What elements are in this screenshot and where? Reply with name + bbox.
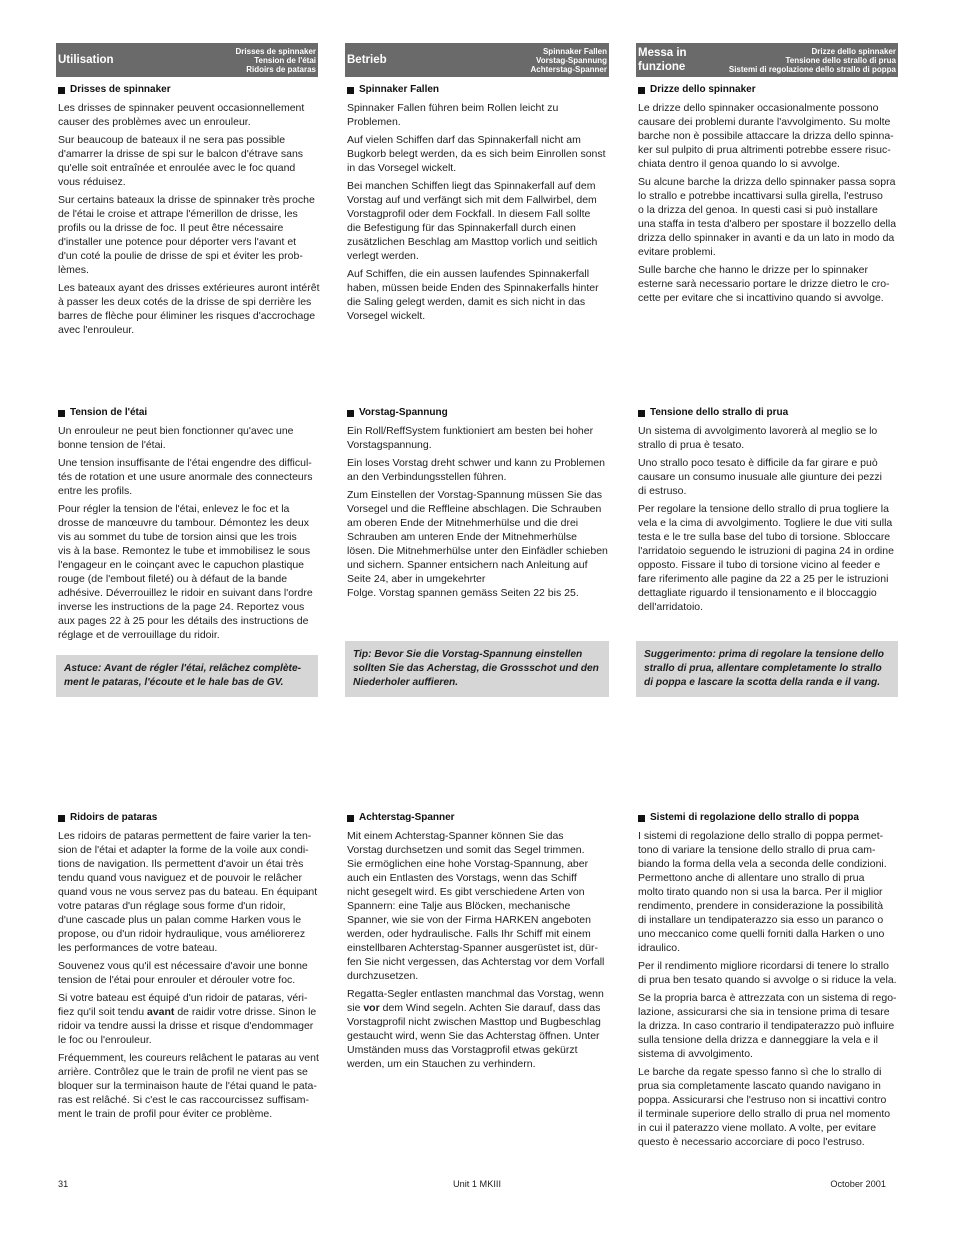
- header-topic: Drisses de spinnaker: [235, 46, 316, 56]
- heading-text: Ridoirs de pataras: [70, 812, 158, 823]
- tip-box: Tip: Bevor Sie die Vorstag-Spannung einstellen sollten Sie das Acherstag, die Grossschot und den Niederholer auffieren.: [345, 641, 609, 697]
- body-paragraph: Spinnaker Fallen führen beim Rollen leicht zu Problemen.: [347, 102, 559, 128]
- body-paragraph: Un sistema di avvolgimento lavorerà al meglio se lo strallo di prua è tesato.: [638, 425, 878, 451]
- body-text: Regatta-Segler entlasten manchmal das Vorstag, wenn sie: [347, 988, 604, 1014]
- body-paragraph: Su alcune barche la drizza dello spinnaker passa sopra lo strallo e potrebbe incattivarsi sulla girella, l'estruso o la drizza del genoa. In questi casi si può installare una staffa in testa d'albero per spostare il bozzello della drizza dello spinnaker in avanti e da un lato in modo da evitare problemi.: [638, 176, 897, 258]
- header-topic: Achterstag-Spanner: [530, 64, 607, 74]
- bold-text: avant: [146, 1006, 175, 1018]
- body-paragraph: Per il rendimento migliore ricordarsi di tenere lo strallo di prua ben tesato quando si avvolge o si riduce la vela.: [638, 960, 897, 986]
- body-paragraph: Les ridoirs de pataras permettent de faire varier la ten- sion de l'étai et adapter la forme de la voile aux condi- tions de navigation. Ils permettent d'avoir un étai très tendu quand vous naviguez et de pouvoir le relâcher quand vous ne vous servez pas du bateau. En équipant votre pataras d'un réglage sous forme d'un ridoir, d'une cascade plus un palan comme Harken vous le propose, ou d'un ridoir hydraulique, vous améliorerez les performances de votre bateau.: [58, 830, 318, 954]
- column-french: [56, 406, 318, 697]
- column-italian: [636, 811, 898, 1153]
- body-paragraph: Bei manchen Schiffen liegt das Spinnakerfall auf dem Vorstag auf und verfängt sich mit dem Fallwirbel, dem Vorstagprofil oder dem Fockfall. In diesem Fall sollte die Befestigung für das Spinnakerfall durch einen zusätzlichen Beschlag am Masttop vorlich und seitlich verlegt werden.: [347, 180, 598, 262]
- page-number: 31: [58, 1179, 69, 1189]
- header-topic: Drizze dello spinnaker: [811, 46, 896, 56]
- heading-text: Spinnaker Fallen: [359, 84, 440, 95]
- body-paragraph: Un enrouleur ne peut bien fonctionner qu'avec une bonne tension de l'étai.: [58, 425, 294, 451]
- header-topics: [729, 47, 896, 74]
- body-paragraph: Les bateaux ayant des drisses extérieures auront intérêt à passer les deux cotés de la drisse de spi derrière les barres de flèche pour éliminer les risques d'accrochage avec l'enrouleur.: [58, 282, 320, 336]
- header-topic: Spinnaker Fallen: [542, 46, 607, 56]
- body-paragraph: [345, 987, 609, 1071]
- body-paragraph: Fréquemment, les coureurs relâchent le pataras au vent arrière. Contrôlez que le train de profil ne vient pas se bloquer sur la terminaison haute de l'étai quand le pata- ras est relâché. Si c'est le cas raccourcissez suffisam- ment le train de profil pour éviter ce problème.: [58, 1052, 319, 1120]
- body-paragraph: Auf vielen Schiffen darf das Spinnakerfall nicht am Bugkorb belegt werden, da es sich beim Einrollen sonst in das Vorsegel wickelt.: [347, 134, 606, 174]
- heading-text: Tensione dello strallo di prua: [650, 407, 789, 418]
- bullet-square-icon: [638, 815, 645, 822]
- body-paragraph: Les drisses de spinnaker peuvent occasionnellement causer des problèmes avec un enrouleur.: [58, 102, 305, 128]
- heading-text: Drizze dello spinnaker: [650, 84, 756, 95]
- header-bar-messa-in-funzione: [636, 43, 898, 77]
- section-heading: [345, 811, 609, 825]
- body-paragraph: I sistemi di regolazione dello strallo di poppa permet- tono di variare la tensione dello strallo di prua cam- biando la forma della vela a seconda delle condizioni. Permettono anche di allentare uno strallo di prua molto tirato quando non si usa la barca. Per il miglior rendimento, prendere in considerazione la possibilità di installare un tendipaterazzo sia esso un paranco o uno meccanico come quelli forniti dalla Harken o uno idraulico.: [638, 830, 887, 954]
- column-italian: [636, 406, 898, 697]
- body-paragraph: Une tension insuffisante de l'étai engendre des difficul- tés de rotation et une usure anormale des connecteurs entre les profils.: [58, 457, 313, 497]
- body-paragraph: Ein Roll/ReffSystem funktioniert am besten bei hoher Vorstagspannung.: [347, 425, 594, 451]
- column-french: [56, 811, 318, 1125]
- page-footer: [0, 1177, 954, 1191]
- footer-product: Unit 1 MKIII: [453, 1179, 501, 1189]
- bullet-square-icon: [347, 87, 354, 94]
- header-topic: Sistemi di regolazione dello strallo di poppa: [728, 64, 896, 74]
- header-topic: Tension de l'étai: [254, 55, 316, 65]
- header-title: Messa in funzione: [638, 47, 687, 73]
- header-topic: Vorstag-Spannung: [536, 55, 607, 65]
- bullet-square-icon: [347, 410, 354, 417]
- heading-text: Achterstag-Spanner: [359, 812, 455, 823]
- section-heading: [636, 406, 898, 420]
- body-paragraph: [56, 991, 318, 1047]
- body-paragraph: Zum Einstellen der Vorstag-Spannung müssen Sie das Vorsegel und die Reffleine abschlagen. Die Schrauben am oberen Ende der Mitnehmerhülse und die drei Schrauben am unteren Ende der Mitnehmerhülse lösen. Die Mitnehmerhülse unter den Einfädler schieben und sichern. Spanner entsichern nach Anleitung auf Seite 24, aber in umgekehrter Folge. Vorstag spannen gemäss Seiten 22 bis 25.: [347, 489, 608, 599]
- header-topic: Ridoirs de pataras: [246, 64, 316, 74]
- section-heading: [636, 811, 898, 825]
- section-heading: [56, 406, 318, 420]
- body-paragraph: Mit einem Achterstag-Spanner können Sie das Vorstag durchsetzen und somit das Segel trimmen. Sie ermöglichen eine hohe Vorstag-Spannung, aber auch ein Entlasten des Vorstags, wenn das Schiff nicht gesegelt wird. Es gibt verschiedene Arten von Spannern: eine Talje aus Blöcken, mechanische Spanner, wie sie von der Firma HARKEN angeboten werden, oder hydraulische. Falls Ihr Schiff mit einem einstellbaren Achterstag-Spanner ausgerüstet ist, dür- fen Sie nicht vergessen, das Achterstag vor dem Vorfall durchzusetzen.: [347, 830, 605, 982]
- tip-box: Astuce: Avant de régler l'étai, relâchez complète- ment le pataras, l'écoute et le hale bas de GV.: [56, 655, 318, 697]
- body-paragraph: Pour régler la tension de l'étai, enlevez le foc et la drosse de manœuvre du tambour. Démontez les deux vis au sommet du tube de torsion ainsi que les trois vis à la base. Remontez le tube et immobilisez le sous l'engageur en le coinçant avec le capuchon plastique rouge (de l'embout fileté) ou à défaut de la bande adhésive. Déverrouillez le ridoir en suivant dans l'ordre inverse les instructions de la page 24. Reportez vous aux pages 22 à 25 pour les détails des instructions de réglage et de verrouillage du ridoir.: [58, 503, 313, 641]
- body-paragraph: Le drizze dello spinnaker occasionalmente possono causare dei problemi durante l'avvolgimento. Su molte barche non è possibile attaccare la drizza dello spinna- ker sul pulpito di prua altrimenti potrebbe essere risuc- chiata dentro il genoa quando lo si avvolge.: [638, 102, 894, 170]
- body-paragraph: Sur beaucoup de bateaux il ne sera pas possible d'amarrer la drisse de spi sur le balcon d'étrave sans qu'elle soit entraînée et enroulée avec le foc quand vous réduisez.: [58, 134, 304, 188]
- heading-text: Tension de l'étai: [70, 407, 148, 418]
- section-heading: [56, 811, 318, 825]
- header-bar-utilisation: [56, 43, 318, 77]
- header-title: Betrieb: [347, 54, 387, 66]
- bold-text: vor: [363, 1002, 380, 1014]
- section-heading: [636, 83, 898, 97]
- bullet-square-icon: [638, 87, 645, 94]
- heading-text: Drisses de spinnaker: [70, 84, 171, 95]
- body-paragraph: Se la propria barca è attrezzata con un sistema di rego- lazione, assicurarsi che sia in tensione prima di tesare la drizza. In caso contrario il tendipaterazzo può influire sulla tensione della drizza e danneggiare la vela e il sistema di avvolgimento.: [638, 992, 897, 1060]
- column-german: [345, 83, 609, 327]
- bullet-square-icon: [347, 815, 354, 822]
- header-topic: Tensione dello strallo di prua: [785, 55, 896, 65]
- section-forestay-tension: [0, 406, 954, 697]
- body-paragraph: Per regolare la tensione dello strallo di prua togliere la vela e la cima di avvolgimento. Togliere le due viti sulla testa e le tre sulla base del tubo di torsione. Sbloccare l'arridatoio seguendo le istruzioni di pagina 24 in ordine opposto. Fissare il tubo di torsione vicino al feeder e fare riferimento alle pagine da 22 a 25 per le istruzioni dettagliate riguardo il tensionamento e il bloccaggio dell'arridatoio.: [638, 503, 894, 613]
- body-paragraph: Sur certains bateaux la drisse de spinnaker très proche de l'étai le croise et attrape l'émerillon de drisse, les profils ou la drisse de foc. Il peut être nécessaire d'installer une potence pour déporter vers l'avant et d'un coté la poulie de drisse de spi et éviter les prob- lèmes.: [58, 194, 315, 276]
- column-italian: [636, 83, 898, 309]
- column-german: [345, 406, 609, 697]
- section-heading: [345, 83, 609, 97]
- bullet-square-icon: [58, 815, 65, 822]
- bullet-square-icon: [58, 410, 65, 417]
- body-paragraph: Auf Schiffen, die ein aussen laufendes Spinnakerfall haben, müssen beide Enden des Spinnakerfalls hinter die Saling gelegt werden, damit es sich nicht in das Vorsegel wickelt.: [347, 268, 599, 322]
- heading-text: Vorstag-Spannung: [359, 407, 448, 418]
- bullet-square-icon: [638, 410, 645, 417]
- heading-text: Sistemi di regolazione dello strallo di poppa: [650, 812, 859, 823]
- header-topics: [531, 47, 607, 74]
- header-title: Utilisation: [58, 54, 114, 66]
- tip-box: Suggerimento: prima di regolare la tensione dello strallo di prua, allentare completamente lo strallo di poppa e lascare la scotta della randa e il vang.: [636, 641, 898, 697]
- body-paragraph: Souvenez vous qu'il est nécessaire d'avoir une bonne tension de l'étai pour enrouler et dérouler votre foc.: [58, 960, 308, 986]
- footer-date: October 2001: [830, 1179, 886, 1189]
- bullet-square-icon: [58, 87, 65, 94]
- body-text: Si votre bateau est équipé d'un ridoir de pataras, véri- fiez qu'il soit tendu: [58, 992, 308, 1018]
- section-heading: [56, 83, 318, 97]
- header-topics: [236, 47, 316, 74]
- body-paragraph: Uno strallo poco tesato è difficile da far girare e può causare un consumo inusuale alle giunture dei pezzi di estruso.: [638, 457, 882, 497]
- body-paragraph: Sulle barche che hanno le drizze per lo spinnaker esterne sarà necessario portare le drizze dietro le cro- cette per evitare che si incattivino quando si avvolge.: [638, 264, 890, 304]
- body-text: de raidir votre drisse. Sinon le ridoir va tendre aussi la drisse et risque d'endommager le foc ou l'enrouleur.: [58, 1006, 317, 1046]
- body-text: dem Wind segeln. Achten Sie darauf, dass das Vorstagprofil nicht zwischen Masttop und Bugbeschlag gestaucht wird, wenn Sie das Achterstag öffnen. Unter Umständen muss das Vorstagprofil etwas gekürzt werden, um ein Stauchen zu verhindern.: [347, 1002, 601, 1070]
- column-french: [56, 83, 318, 341]
- section-heading: [345, 406, 609, 420]
- body-paragraph: Ein loses Vorstag dreht schwer und kann zu Problemen an den Verbindungsstellen führen.: [347, 457, 605, 483]
- column-german: [345, 811, 609, 1075]
- header-bar-betrieb: [345, 43, 609, 77]
- body-paragraph: Le barche da regate spesso fanno sì che lo strallo di prua sia completamente lascato quando navigano in poppa. Assicurarsi che l'estruso non si incattivi contro il terminale superiore dello strallo di prua nel momento in cui il paterazzo viene mollato. A volte, per evitare questo è necessario accorciare di poco l'estruso.: [638, 1066, 891, 1148]
